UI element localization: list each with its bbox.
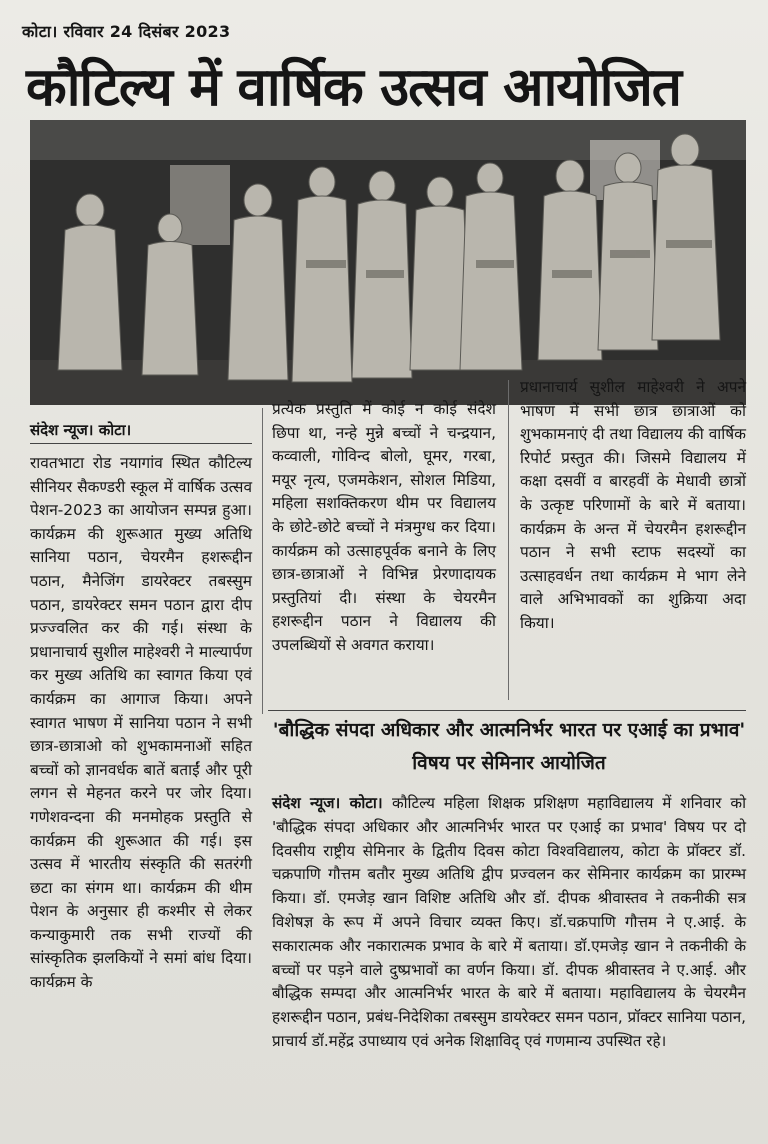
event-photo: [30, 120, 746, 405]
story1-column-1: रावतभाटा रोड नयागांव स्थित कौटिल्य सीनियर सैकण्डरी स्कूल में वार्षिक उत्सव पेशन-2023 का आयोजन सम्पन्न हुआ। कार्यक्रम की शुरूआत मुख्य अतिथि सानिया पठान, चेयरमैन हशरूद्दीन पठान, मैनेजिंग डायरेक्टर तबस्सुम पठान, डायरेक्टर समन पठान द्वारा दीप प्रज्ज्वलित कर की गई। संस्था के प्रधानाचार्य सुशील माहेश्वरी ने माल्यार्पण कर मुख्य अतिथि का स्वागत किया एवं कार्यक्रम का आगाज किया। अपने स्वागत भाषण में सानिया पठान ने सभी छात्र-छात्राओ को शुभकामनाओं सहित बच्चों को ज्ञानवर्धक बातें बताईं और पूरी लगन से मेहनत करने पर जोर दिया। गणेशवन्दना की मनमोहक प्रस्तुति से कार्यक्रम की शुरूआत की गई। इस उत्सव में भारतीय संस्कृति की सतरंगी छटा का संगम था। कार्यक्रम की थीम पेशन के अनुसार ही कश्मीर से लेकर कन्याकुमारी तक सभी राज्यों की सांस्कृतिक झलकियों ने समां बांध दिया। कार्यक्रम के: [30, 454, 252, 992]
story2-text: कौटिल्य महिला शिक्षक प्रशिक्षण महाविद्यालय में शनिवार को 'बौद्धिक संपदा अधिकार और आत्मनिर्भर भारत पर एआई का प्रभाव' विषय पर दो दिवसीय राष्ट्रीय सेमिनार के द्वितीय दिवस कोटा विश्वविद्यालय, कोटा के प्रॉक्टर डॉ. चक्रपाणि गौत्तम बतौर मुख्य अतिथि द्वीप प्रज्वलन कर सेमिनार कार्यक्रम का प्रारम्भ किया। डॉ. एमजेड़ खान विशिष्ट अतिथि और डॉ. दीपक श्रीवास्तव ने तकनीकी सत्र विशेषज्ञ के रूप में अपने विचार व्यक्त किए। डॉ.चक्रपाणि गौत्तम ने ए.आई. के सकारात्मक और नकारात्मक प्रभाव के बारे में बताया। डॉ.एमजेड़ खान ने तकनीकी के बच्चों पर पड़ने वाले दुष्प्रभावों का वर्णन किया। डॉ. दीपक श्रीवास्तव ने ए.आई. और बौद्धिक सम्पदा और आत्मनिर्भर भारत के बारे में बताया। महाविद्यालय के चेयरमैन हशरूद्दीन पठान, प्रबंध-निदेशिका तबस्सुम डायरेक्टर समन पठान, प्रॉक्टर सानिया पठान, प्राचार्य डॉ.महेंद्र उपाध्याय एवं अनेक शिक्षाविद् एवं गणमान्य उपस्थित रहे।: [272, 794, 746, 1050]
main-headline: कौटिल्य में वार्षिक उत्सव आयोजित: [26, 57, 681, 118]
story2-headline: 'बौद्धिक संपदा अधिकार और आत्मनिर्भर भारत पर एआई का प्रभाव' विषय पर सेमिनार आयोजित: [272, 719, 746, 774]
story2-body: [272, 792, 746, 1054]
story2-top-rule: [268, 710, 746, 711]
story2-byline: संदेश न्यूज। कोटा।: [272, 794, 392, 812]
byline-underline: [30, 443, 252, 444]
column-divider-2: [508, 380, 509, 700]
stage-performers-illustration: [30, 120, 746, 405]
dateline: कोटा। रविवार 24 दिसंबर 2023: [22, 22, 231, 41]
column-divider-1: [262, 408, 263, 714]
story1-byline: संदेश न्यूज। कोटा।: [30, 421, 132, 439]
story1-column-3: प्रधानाचार्य सुशील माहेश्वरी ने अपने भाषण में सभी छात्र छात्राओं को शुभकामनाएं दी तथा विद्यालय की वार्षिक रिपोर्ट प्रस्तुत की। जिसमे विद्यालय में कक्षा दसवीं व बारहवीं के मेधावी छात्रों के उत्कृष्ट परिणामों के बारे में बताया। कार्यक्रम के अन्त में चेयरमैन हशरूद्दीन पठान ने सभी स्टाफ सदस्यों का उत्साहवर्धन तथा कार्यक्रम मे भाग लेने वाले अभिभावकों का शुक्रिया अदा किया।: [520, 378, 746, 632]
story1-column-2: प्रत्येक प्रस्तुति में कोई न कोई संदेश छिपा था, नन्हे मुन्ने बच्चों ने चन्द्रयान, कव्वाली, गोविन्द बोलो, घूमर, गरबा, मयूर नृत्य, एजमकेशन, सोशल मिडिया, महिला सशक्तिकरण थीम पर विद्यालय के छोटे-छोटे बच्चों ने मंत्रमुग्ध कर दिया। कार्यक्रम को उत्साहपूर्वक बनाने के लिए छात्र-छात्राओं ने विभिन्न प्रेरणादायक प्रस्तुतियां दी। संस्था के चेयरमैन हशरूद्दीन पठान ने विद्यालय की उपलब्धियों से अवगत कराया।: [272, 400, 496, 654]
